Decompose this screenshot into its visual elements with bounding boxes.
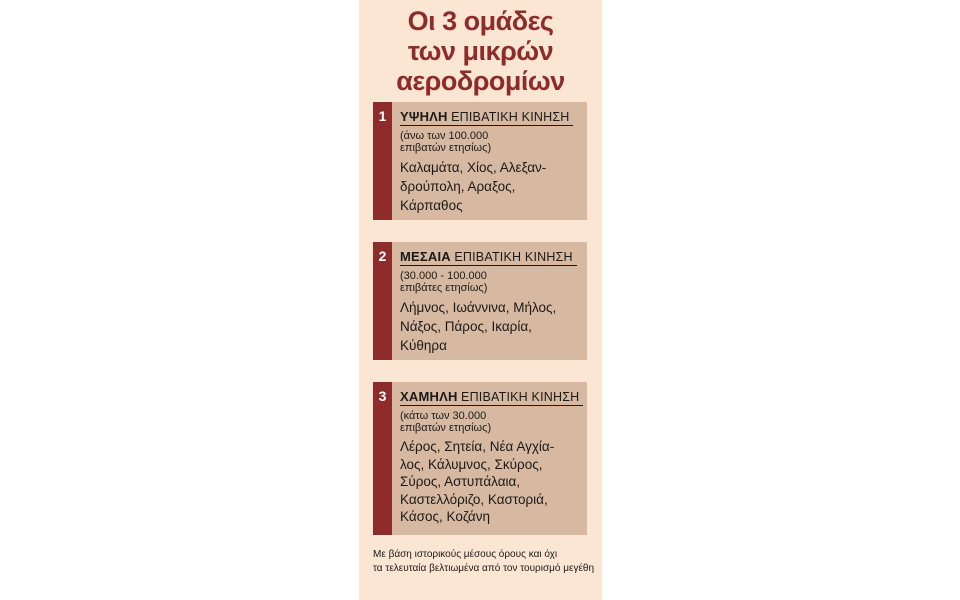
group-content (400, 248, 583, 355)
places-line: Κύθηρα (400, 338, 447, 353)
title-line-2: των μικρών (407, 36, 554, 66)
group-range: (30.000 - 100.000 επιβάτες ετησίως) (400, 270, 488, 294)
places-line: Λέρος, Σητεία, Νέα Αγχία- (400, 439, 555, 454)
group-places (400, 438, 583, 526)
group-card-low (373, 382, 587, 535)
places-line: Καστελλόριζο, Καστοριά, (400, 491, 548, 507)
group-label: ΕΠΙΒΑΤΙΚΗ ΚΙΝΗΣΗ (461, 390, 580, 404)
group-number: 1 (378, 108, 387, 124)
places-line: Κάσος, Κοζάνη (400, 509, 490, 524)
group-heading (400, 109, 573, 126)
places-line: Νάξος, Πάρος, Ικαρία, (400, 319, 532, 334)
footnote-line-1: Με βάση ιστορικούς μέσους όρους και όχι (373, 549, 558, 560)
group-card-medium (373, 242, 587, 360)
infographic-title (359, 6, 602, 96)
group-heading (400, 389, 583, 406)
group-content (400, 388, 583, 526)
places-line: λος, Κάλυμνος, Σκύρος, (400, 456, 543, 472)
title-line-1: Οι 3 ομάδες (407, 6, 554, 36)
group-places (400, 298, 583, 355)
places-line: Κάρπαθος (400, 198, 463, 213)
group-number-bar (373, 382, 392, 535)
group-range: (κάτω των 30.000 επιβατών ετησίως) (400, 410, 492, 434)
group-range: (άνω των 100.000 επιβατών ετησίως) (400, 130, 492, 154)
group-label: ΕΠΙΒΑΤΙΚΗ ΚΙΝΗΣΗ (451, 110, 570, 124)
group-level: ΜΕΣΑΙΑ (400, 249, 451, 264)
infographic-panel (359, 0, 602, 600)
places-line: Καλαμάτα, Χίος, Αλεξαν- (400, 160, 547, 175)
footnote-line-2: τα τελευταία βελτιωμένα από τον τουρισμό μεγέθη (373, 563, 595, 574)
group-heading (400, 249, 577, 266)
places-line: Λήμνος, Ιωάννινα, Μήλος, (400, 300, 557, 315)
places-line: δρούπολη, Αραξος, (400, 179, 516, 194)
title-line-3: αεροδρομίων (396, 66, 565, 96)
places-line: Σύρος, Αστυπάλαια, (400, 474, 521, 489)
group-card-high (373, 102, 587, 220)
footnote (373, 548, 598, 576)
group-number: 3 (378, 388, 387, 404)
group-level: ΥΨΗΛΗ (400, 109, 448, 124)
group-content (400, 108, 583, 215)
group-places (400, 158, 583, 215)
group-level: ΧΑΜΗΛΗ (400, 389, 458, 404)
group-label: ΕΠΙΒΑΤΙΚΗ ΚΙΝΗΣΗ (454, 250, 573, 264)
group-number: 2 (378, 248, 387, 264)
